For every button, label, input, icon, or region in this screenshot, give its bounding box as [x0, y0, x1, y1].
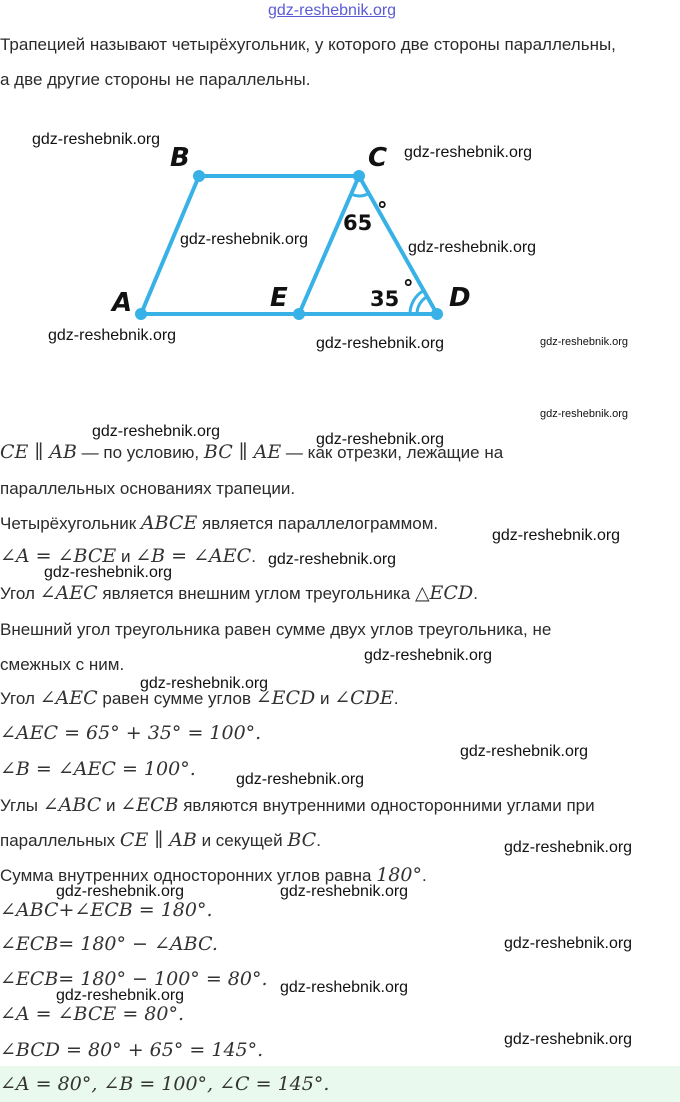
watermark: gdz-reshebnik.org	[56, 987, 185, 1004]
text: Углы	[0, 796, 43, 815]
math: △ECD	[414, 582, 474, 604]
math: ∠ECB	[120, 794, 179, 816]
watermark: gdz-reshebnik.org	[504, 1031, 633, 1048]
label-b: B	[170, 143, 190, 173]
text: смежных с ним.	[0, 655, 125, 674]
math: ∠ABC+∠ECB = 180°.	[0, 899, 213, 921]
watermark: gdz-reshebnik.org	[540, 408, 629, 420]
text: являются внутренними односторонними углами при	[178, 796, 595, 815]
watermark: gdz-reshebnik.org	[140, 675, 269, 692]
angle-arc-c	[351, 193, 368, 195]
solution-line-10	[0, 758, 196, 781]
math: CE ∥ AB	[0, 441, 77, 463]
angle-c-value: 65	[343, 211, 373, 235]
angle-d-value: 35	[370, 287, 400, 311]
solution-line-6	[0, 619, 551, 641]
watermark: gdz-reshebnik.org	[92, 423, 221, 440]
label-d: D	[449, 283, 471, 313]
definition-line-1: Трапецией называют четырёхугольник, у которого две стороны параллельны,	[0, 35, 616, 54]
math: ∠AEC = 65° + 35° = 100°.	[0, 722, 262, 744]
math: ∠ECD	[255, 687, 316, 709]
math: BC ∥ AE	[203, 441, 282, 463]
watermark: gdz-reshebnik.org	[280, 979, 409, 996]
label-e: E	[270, 283, 288, 313]
text: равен сумме углов	[97, 689, 256, 708]
watermark: gdz-reshebnik.org	[236, 771, 365, 788]
solution-line-9	[0, 722, 261, 745]
math: ABCE	[140, 512, 198, 534]
solution-line-15	[0, 933, 218, 956]
solution-line-12	[0, 829, 321, 852]
point-c	[353, 170, 365, 182]
watermark: gdz-reshebnik.org	[504, 935, 633, 952]
math: ∠A = 80°, ∠B = 100°, ∠C = 145°.	[0, 1073, 330, 1095]
watermark: gdz-reshebnik.org	[492, 527, 621, 544]
text: .	[251, 547, 256, 566]
watermark: gdz-reshebnik.org	[56, 883, 185, 900]
solution-line-7	[0, 654, 124, 676]
solution-line-5	[0, 582, 478, 605]
solution-line-18	[0, 1039, 263, 1062]
solution-line-2	[0, 478, 295, 500]
watermark: gdz-reshebnik.org	[180, 231, 309, 248]
math: ∠BCD = 80° + 65° = 145°.	[0, 1039, 264, 1061]
point-e	[293, 308, 305, 320]
watermark: gdz-reshebnik.org	[316, 431, 445, 448]
math: BC	[287, 829, 317, 851]
text: и секущей	[196, 831, 288, 850]
point-a	[135, 308, 147, 320]
watermark: gdz-reshebnik.org	[460, 743, 589, 760]
solution-line-14	[0, 899, 213, 922]
label-c: C	[368, 143, 388, 173]
label-a: A	[112, 288, 133, 318]
watermark: gdz-reshebnik.org	[280, 883, 409, 900]
solution-line-17	[0, 1003, 184, 1026]
text: и	[116, 547, 136, 566]
point-d	[431, 308, 443, 320]
math: ∠B = ∠AEC = 100°.	[0, 758, 196, 780]
text: Четырёхугольник	[0, 514, 141, 533]
math: ∠AEC	[39, 687, 98, 709]
math: ∠B = ∠AEC	[135, 545, 252, 567]
answer-line	[0, 1073, 329, 1096]
solution-line-11	[0, 794, 595, 817]
text: параллельных основаниях трапеции.	[0, 479, 296, 498]
math: ∠ABC	[42, 794, 102, 816]
text: — как отрезки, лежащие на	[281, 443, 504, 462]
watermark: gdz-reshebnik.org	[408, 239, 537, 256]
watermark: gdz-reshebnik.org	[316, 335, 445, 352]
watermark: gdz-reshebnik.org	[48, 327, 177, 344]
text: .	[316, 831, 321, 850]
watermark: gdz-reshebnik.org	[32, 131, 161, 148]
math: ∠CDE	[334, 687, 394, 709]
solution-line-3	[0, 512, 438, 535]
text: — по условию,	[76, 443, 204, 462]
answer-box	[0, 1066, 680, 1102]
watermark: gdz-reshebnik.org	[504, 839, 633, 856]
watermark: gdz-reshebnik.org	[364, 647, 493, 664]
watermark: gdz-reshebnik.org	[404, 144, 533, 161]
point-b	[193, 170, 205, 182]
text: Внешний угол треугольника равен сумме двух углов треугольника, не	[0, 620, 552, 639]
text: .	[393, 689, 399, 708]
math: ∠A = ∠BCE	[0, 545, 117, 567]
angle-d-degree: °	[403, 276, 414, 300]
math: ∠A = ∠BCE = 80°.	[0, 1003, 184, 1025]
watermark: gdz-reshebnik.org	[540, 336, 629, 348]
text: и	[101, 796, 121, 815]
watermark: gdz-reshebnik.org	[44, 564, 173, 581]
text: параллельных	[0, 831, 120, 850]
watermark: gdz-reshebnik.org	[268, 551, 397, 568]
math: ∠ECB= 180° − ∠ABC.	[0, 933, 218, 955]
definition-line-2: а две другие стороны не параллельны.	[0, 70, 311, 89]
text: .	[421, 866, 427, 885]
text: Угол	[0, 584, 40, 603]
math: CE ∥ AB	[119, 829, 197, 851]
text: является параллелограммом.	[197, 514, 439, 533]
math: ∠AEC	[39, 582, 98, 604]
math: ∠ECB= 180° − 100° = 80°.	[0, 968, 268, 990]
angle-arc-d-inner	[417, 297, 427, 314]
text: является внешним углом треугольника	[97, 584, 415, 603]
text: Угол	[0, 689, 40, 708]
watermark-top: gdz-reshebnik.org	[268, 2, 397, 19]
text: .	[473, 584, 478, 603]
math: 180°	[376, 864, 422, 886]
angle-c-degree: °	[377, 198, 388, 222]
text: Сумма внутренних односторонних углов равна	[0, 866, 377, 885]
text: и	[315, 689, 335, 708]
